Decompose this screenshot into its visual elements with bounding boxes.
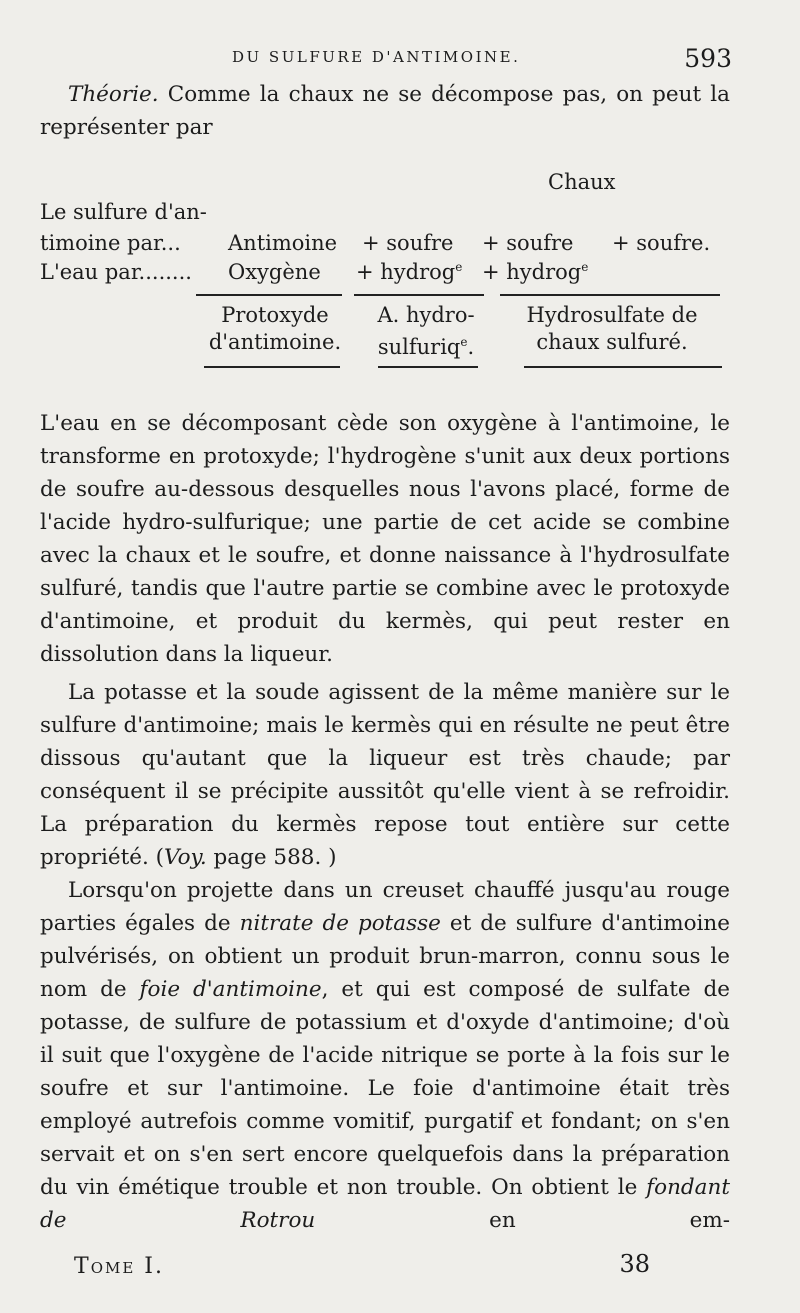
- reactant-label-sulfure-2: timoine par...: [40, 231, 181, 255]
- antimoine-term: Antimoine: [228, 231, 338, 255]
- rule-product-3a: [500, 294, 568, 296]
- page-footer: [74, 1250, 730, 1286]
- rule-under-2: [378, 366, 478, 368]
- hydrogene-term-2: + hydrog$^e$: [482, 260, 589, 284]
- paragraph-eau: L'eau en se décomposant cède son oxygène à l'antimoine, le transforme en protoxyde; l'hydrogène s'unit aux deux portions de soufre au-dessous desquelles nous l'avons placé, forme de l'acide hydro-sulfurique; une partie de cet acide se combine avec la chaux et le soufre, et donne naissance à l'hydrosulfate sulfuré, tandis que l'autre partie se combine avec le protoxyde d'antimoine, et produit du kermès, qui peut rester en dissolution dans la liqueur.: [40, 411, 730, 667]
- signature-number: 38: [619, 1250, 650, 1278]
- voy-abbreviation: Voy.: [164, 845, 207, 870]
- soufre-term-3: + soufre.: [612, 231, 711, 255]
- paragraph-foie: Lorsqu'on projette dans un creuset chauffé jusqu'au rouge parties égales de nitrate de potasse et de sulfure d'antimoine pulvérisés, on obtient un produit brun-marron, connu sous le nom de foie d'antimoine, et qui est composé de sulfate de potasse, de sulfure de potassium et d'oxyde d'antimoine; d'où il suit que l'oxygène de l'acide nitrique se porte à la fois sur le soufre et sur l'antimoine. Le foie d'antimoine était très employé autrefois comme vomitif, purgatif et fondant; on s'en servait et on s'en sert encore quelquefois dans la préparation du vin émétique trouble et non trouble. On obtient le fondant de Rotrou en em-: [40, 878, 731, 1233]
- paragraph-potasse: La potasse et la soude agissent de la même manière sur le sulfure d'antimoine; mais le kermès qui en résulte ne peut être dissous qu'autant que la liqueur est très chaude; par conséquent il se précipite aussitôt qu'elle vient à se refroidir. La préparation du kermès repose tout entière sur cette propriété. (Voy. page 588. ): [40, 680, 730, 870]
- nitrate-term: nitrate de potasse: [239, 911, 441, 936]
- rule-product-2: [354, 294, 484, 296]
- rule-under-1: [204, 366, 340, 368]
- rule-product-3b: [568, 294, 720, 296]
- fondant-term: fondant de Rotrou: [40, 1175, 730, 1233]
- chaux-label: Chaux: [548, 170, 616, 194]
- reactant-label-eau: L'eau par........: [40, 260, 192, 284]
- product-hydrosulfate: Hydrosulfate de chaux sulfuré.: [526, 303, 698, 354]
- soufre-term-1: + soufre: [362, 231, 454, 255]
- soufre-term-2: + soufre: [482, 231, 574, 255]
- rule-product-1: [196, 294, 342, 296]
- product-acide-hydrosulfurique: A. hydro- sulfuriq$^e$.: [377, 303, 475, 359]
- intro-paragraph: [40, 78, 730, 144]
- intro-text: Comme la chaux ne se décompose pas, on peut la représenter par: [40, 82, 730, 140]
- theorie-heading: Théorie.: [68, 82, 159, 107]
- reaction-scheme: [40, 170, 740, 376]
- hydrogene-term-1: + hydrog$^e$: [356, 260, 463, 284]
- tome-label: Tome I.: [74, 1254, 164, 1279]
- product-protoxyde: Protoxyde d'antimoine.: [208, 303, 342, 354]
- running-head: DU SULFURE D'ANTIMOINE.: [232, 48, 521, 66]
- rule-under-3: [524, 366, 722, 368]
- page-header: [40, 44, 732, 74]
- page-number: 593: [684, 44, 732, 73]
- reactant-label-sulfure-1: Le sulfure d'an-: [40, 200, 207, 224]
- foie-term: foie d'antimoine: [139, 977, 322, 1002]
- oxygene-term: Oxygène: [228, 260, 321, 284]
